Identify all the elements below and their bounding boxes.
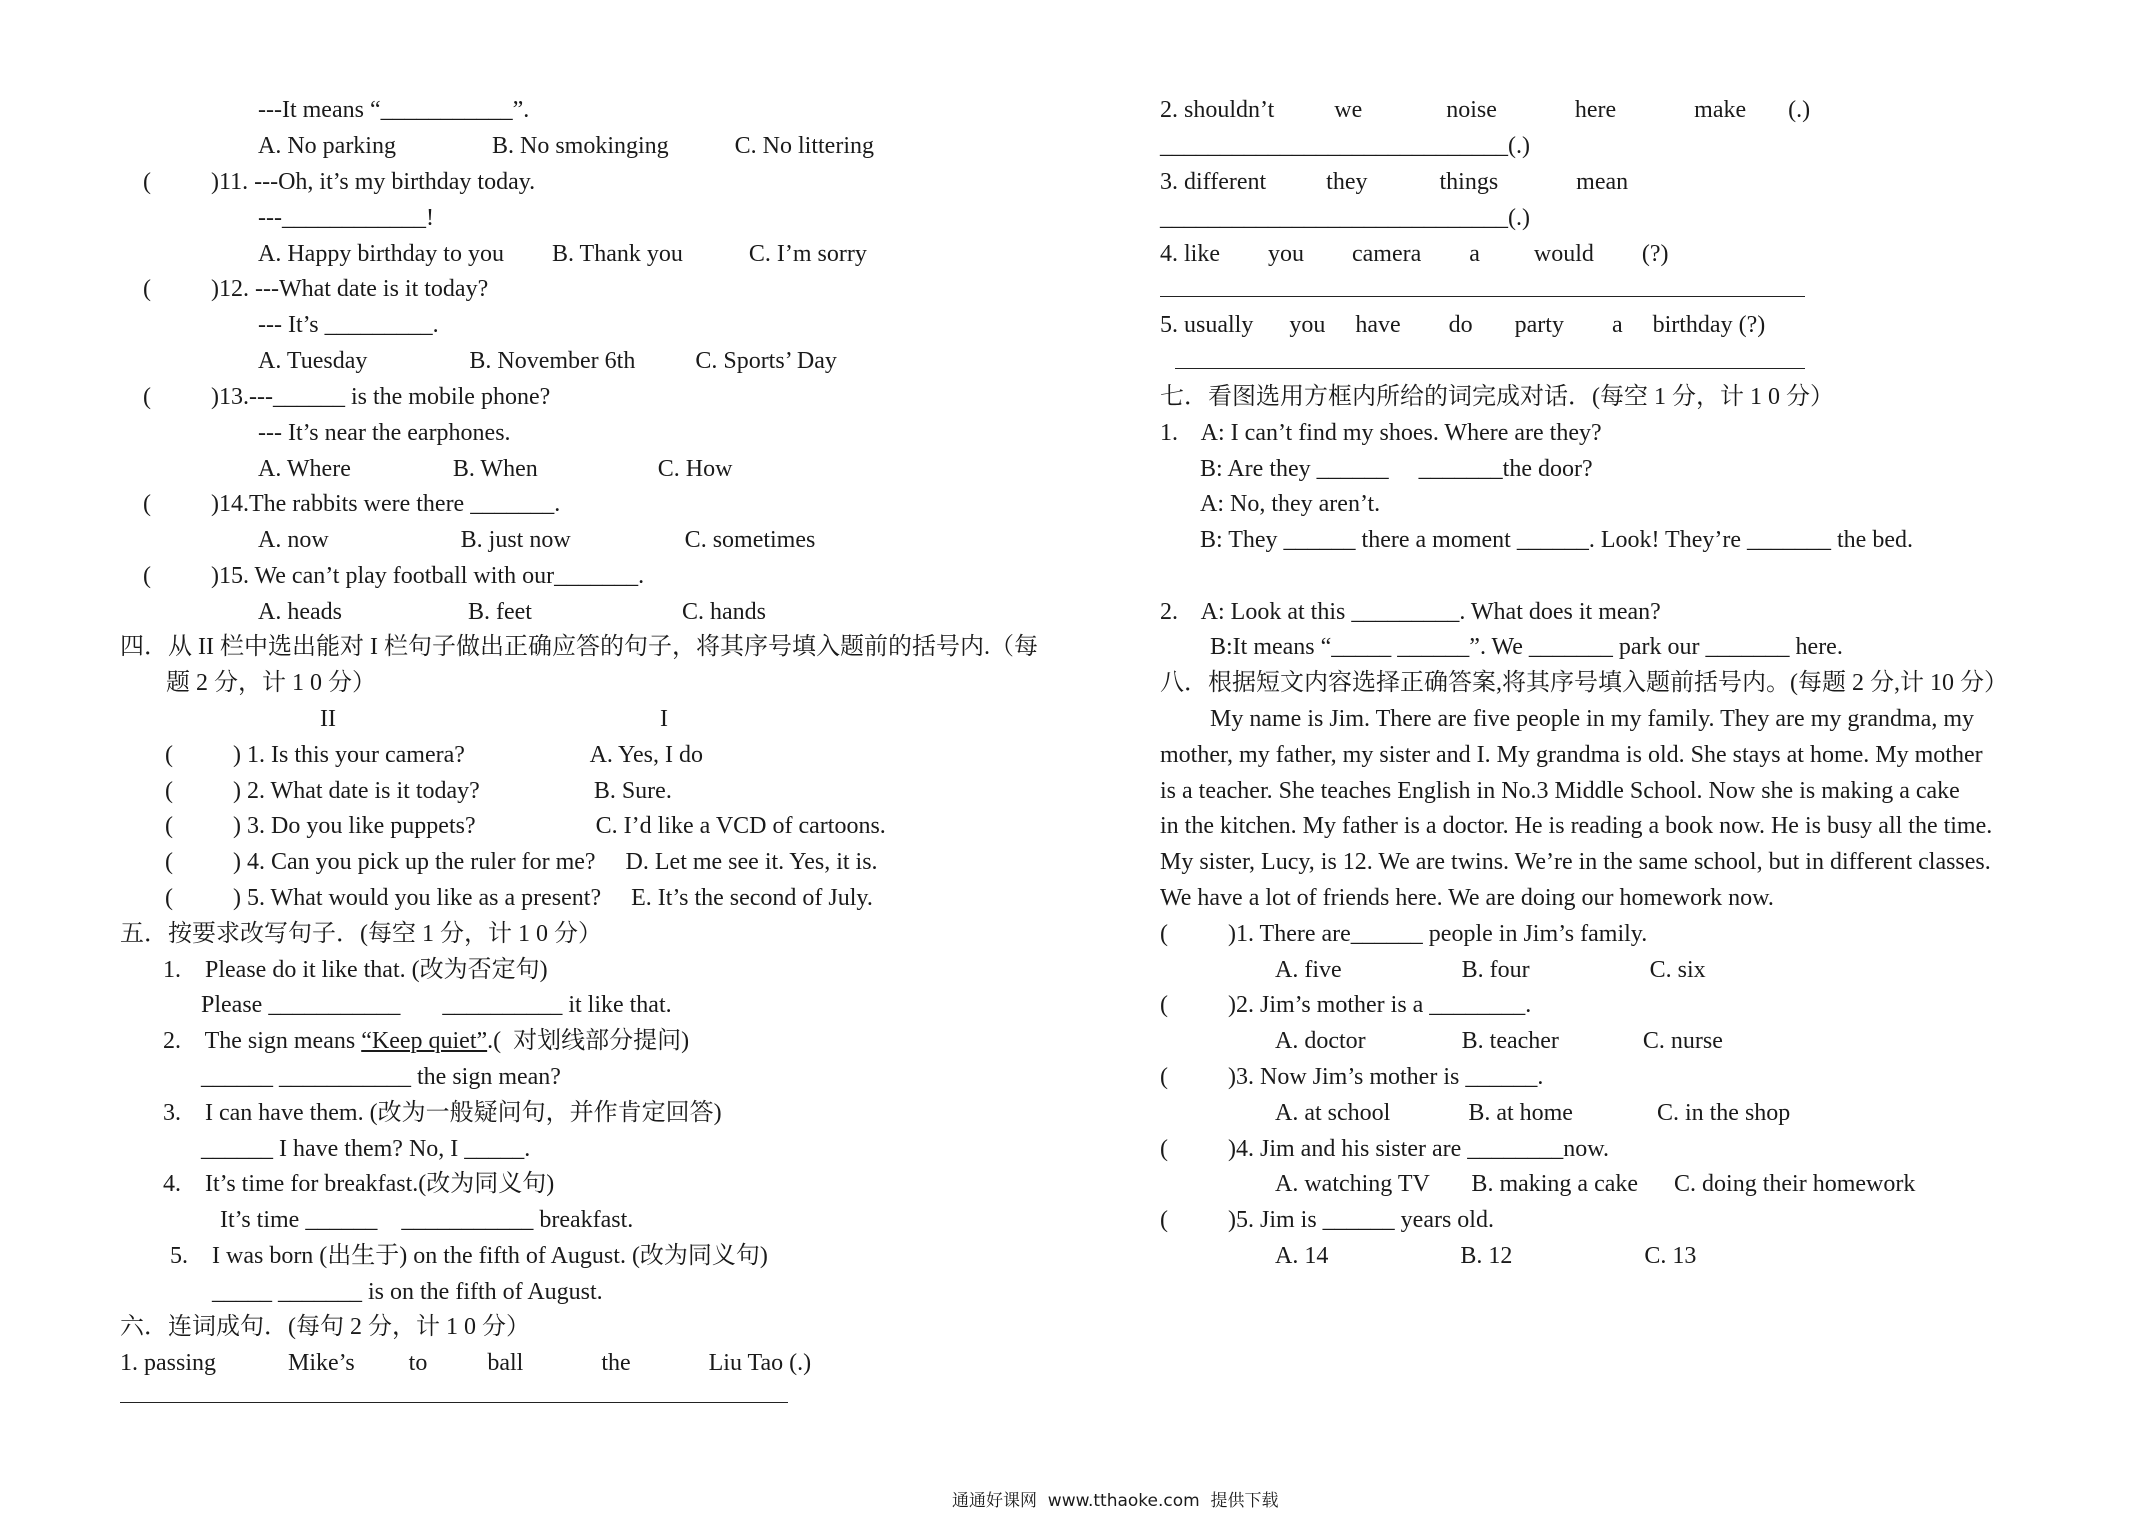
reading-q5-options: A. 14 B. 12 C. 13 — [1275, 1243, 1697, 1269]
word-order-3: 3. different they things mean — [1160, 169, 1629, 195]
reading-q4: ( )4. Jim and his sister are ________now. — [1160, 1136, 1610, 1162]
q10-options: A. No parking B. No smokinging C. No littering — [258, 133, 874, 159]
q11-options: A. Happy birthday to you B. Thank you C. I’m sorry — [258, 241, 867, 267]
section-4-heading-cont: 题 2 分，计 1 0 分） — [166, 670, 376, 696]
reading-q2: ( )2. Jim’s mother is a ________. — [1160, 992, 1532, 1018]
reading-q3: ( )3. Now Jim’s mother is ______. — [1160, 1064, 1544, 1090]
dialog-1-line-1: 1. A: I can’t find my shoes. Where are they? — [1160, 420, 1602, 446]
passage-line-4: in the kitchen. My father is a doctor. He is reading a book now. He is busy all the time. — [1160, 813, 1993, 839]
section-8-heading: 八．根据短文内容选择正确答案,将其序号填入题前括号内。(每题 2 分,计 10 分） — [1160, 670, 2008, 696]
reading-q5: ( )5. Jim is ______ years old. — [1160, 1207, 1494, 1233]
rewrite-4: 4. It’s time for breakfast.(改为同义句) — [163, 1171, 555, 1197]
rewrite-3: 3. I can have them. (改为一般疑问句，并作肯定回答) — [163, 1100, 722, 1126]
reading-q2-options: A. doctor B. teacher C. nurse — [1275, 1028, 1723, 1054]
q11-question: ( )11. ---Oh, it’s my birthday today. — [143, 169, 536, 195]
word-order-2-answer: _____________________________(.) — [1160, 133, 1530, 159]
passage-line-3: is a teacher. She teaches English in No.3 Middle School. Now she is making a cake — [1160, 778, 1960, 804]
answer-line — [1160, 296, 1805, 297]
rewrite-2-answer: ______ ___________ the sign mean? — [201, 1064, 561, 1090]
q10-response: ---It means “___________”. — [258, 97, 530, 123]
q12-options: A. Tuesday B. November 6th C. Sports’ Day — [258, 348, 837, 374]
match-row-4: ( ) 4. Can you pick up the ruler for me? D. Let me see it. Yes, it is. — [165, 849, 878, 875]
q13-question: ( )13.---______ is the mobile phone? — [143, 384, 551, 410]
reading-q3-options: A. at school B. at home C. in the shop — [1275, 1100, 1791, 1126]
rewrite-2: 2. The sign means “Keep quiet”.( 对划线部分提问) — [163, 1028, 690, 1054]
dialog-2-line-2: B:It means “_____ ______”. We _______ park our _______ here. — [1210, 634, 1843, 660]
reading-q4-options: A. watching TV B. making a cake C. doing their homework — [1275, 1171, 1916, 1197]
answer-line — [120, 1402, 788, 1403]
rewrite-4-answer: It’s time ______ ___________ breakfast. — [220, 1207, 634, 1233]
reading-q1: ( )1. There are______ people in Jim’s family. — [1160, 921, 1648, 947]
passage-line-2: mother, my father, my sister and I. My grandma is old. She stays at home. My mother — [1160, 742, 1983, 768]
match-row-1: ( ) 1. Is this your camera? A. Yes, I do — [165, 742, 703, 768]
passage-line-6: We have a lot of friends here. We are doing our homework now. — [1160, 885, 1774, 911]
word-order-1: 1. passing Mike’s to ball the Liu Tao (.) — [120, 1350, 812, 1376]
q15-question: ( )15. We can’t play football with our_______. — [143, 563, 645, 589]
q14-options: A. now B. just now C. sometimes — [258, 527, 816, 553]
section-4-heading: 四．从 II 栏中选出能对 I 栏句子做出正确应答的句子，将其序号填入题前的括号内.（每 — [120, 634, 1038, 660]
word-order-4: 4. like you camera a would (?) — [1160, 241, 1669, 267]
match-row-2: ( ) 2. What date is it today? B. Sure. — [165, 778, 672, 804]
q14-question: ( )14.The rabbits were there _______. — [143, 491, 561, 517]
match-row-5: ( ) 5. What would you like as a present? E. It’s the second of July. — [165, 885, 873, 911]
rewrite-5-answer: _____ _______ is on the fifth of August. — [212, 1279, 603, 1305]
q12-response: --- It’s _________. — [258, 312, 439, 338]
q11-response: ---____________! — [258, 205, 434, 231]
underlined-phrase: “Keep quiet” — [361, 1028, 488, 1054]
rewrite-3-answer: ______ I have them? No, I _____. — [201, 1136, 531, 1162]
column-headers: II I — [320, 706, 668, 732]
q13-options: A. Where B. When C. How — [258, 456, 733, 482]
page-footer: 通通好课网 www.tthaoke.com 提供下载 — [952, 1491, 1279, 1511]
section-5-heading: 五．按要求改写句子．(每空 1 分，计 1 0 分） — [120, 921, 602, 947]
rewrite-5: 5. I was born (出生于) on the fifth of August. (改为同义句) — [170, 1243, 768, 1269]
rewrite-1: 1. Please do it like that. (改为否定句) — [163, 957, 548, 983]
word-order-3-answer: _____________________________(.) — [1160, 205, 1530, 231]
dialog-1-line-2: B: Are they ______ _______the door? — [1200, 456, 1593, 482]
word-order-2: 2. shouldn’t we noise here make (.) — [1160, 97, 1811, 123]
rewrite-1-answer: Please ___________ __________ it like that. — [201, 992, 672, 1018]
reading-q1-options: A. five B. four C. six — [1275, 957, 1706, 983]
passage-line-5: My sister, Lucy, is 12. We are twins. We’re in the same school, but in different classes. — [1160, 849, 1991, 875]
dialog-1-line-3: A: No, they aren’t. — [1200, 491, 1381, 517]
q13-response: --- It’s near the earphones. — [258, 420, 511, 446]
section-7-heading: 七．看图选用方框内所给的词完成对话．(每空 1 分，计 1 0 分） — [1160, 384, 1834, 410]
q15-options: A. heads B. feet C. hands — [258, 599, 766, 625]
match-row-3: ( ) 3. Do you like puppets? C. I’d like a VCD of cartoons. — [165, 813, 886, 839]
answer-line — [1175, 368, 1805, 369]
dialog-2-line-1: 2. A: Look at this _________. What does it mean? — [1160, 599, 1661, 625]
section-6-heading: 六．连词成句．(每句 2 分，计 1 0 分） — [120, 1314, 530, 1340]
dialog-1-line-4: B: They ______ there a moment ______. Look! They’re _______ the bed. — [1200, 527, 1913, 553]
q12-question: ( )12. ---What date is it today? — [143, 276, 489, 302]
word-order-5: 5. usually you have do party a birthday (?) — [1160, 312, 1766, 338]
passage-line-1: My name is Jim. There are five people in my family. They are my grandma, my — [1210, 706, 1975, 732]
